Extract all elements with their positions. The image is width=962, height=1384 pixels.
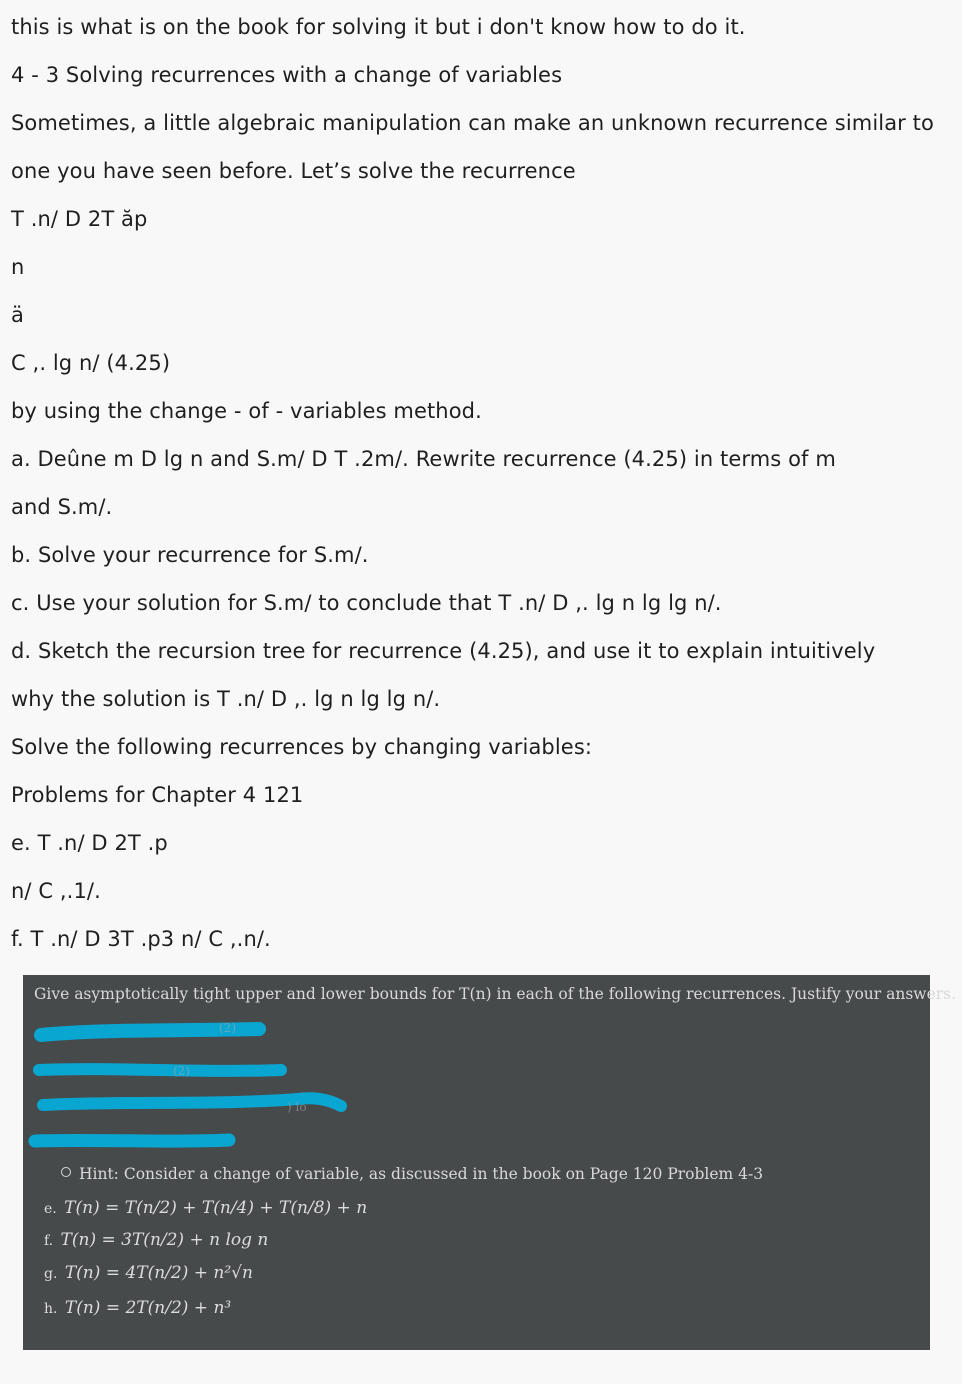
recurrence-label: g. <box>44 1266 58 1282</box>
text-line: Solve the following recurrences by changing variables: <box>11 735 593 759</box>
recurrence-expression: T(n) = 2T(n/2) + n³ <box>64 1298 232 1318</box>
text-line: Problems for Chapter 4 121 <box>11 783 304 807</box>
redaction-stroke <box>39 1069 281 1071</box>
recurrence-label: e. <box>44 1201 57 1217</box>
redaction-scribbles <box>23 975 930 1175</box>
text-line: b. Solve your recurrence for S.m/. <box>11 543 369 567</box>
text-line: ä <box>11 303 24 327</box>
text-line: T .n/ D 2T ăp <box>11 207 148 231</box>
bullet-icon <box>61 1167 71 1177</box>
text-line: this is what is on the book for solving it but i don't know how to do it. <box>11 15 746 39</box>
text-line: and S.m/. <box>11 495 113 519</box>
text-line: by using the change - of - variables method. <box>11 399 482 423</box>
text-line: n <box>11 255 25 279</box>
panel-intro: Give asymptotically tight upper and lower bounds for T(n) in each of the following recurrences. Justify your answers. <box>34 985 957 1003</box>
recurrence-expression: T(n) = 3T(n/2) + n log n <box>60 1230 269 1250</box>
text-line: f. T .n/ D 3T .p3 n/ C ,.n/. <box>11 927 271 951</box>
text-line: one you have seen before. Let’s solve the recurrence <box>11 159 576 183</box>
obscured-text-fragment: (2) <box>219 1021 236 1035</box>
text-line: c. Use your solution for S.m/ to conclude that T .n/ D ,. lg n lg lg n/. <box>11 591 722 615</box>
recurrence-expression: T(n) = 4T(n/2) + n²√n <box>64 1263 253 1283</box>
text-line: C ,. lg n/ (4.25) <box>11 351 171 375</box>
obscured-text-fragment: ) lo <box>287 1100 307 1114</box>
text-line: d. Sketch the recursion tree for recurrence (4.25), and use it to explain intuitively <box>11 639 876 663</box>
text-line: Sometimes, a little algebraic manipulation can make an unknown recurrence similar to <box>11 111 934 135</box>
problem-screenshot-panel <box>23 975 957 1350</box>
obscured-text-fragment: (2) <box>173 1064 190 1078</box>
recurrence-label: f. <box>44 1233 54 1249</box>
text-line: a. Deûne m D lg n and S.m/ D T .2m/. Rewrite recurrence (4.25) in terms of m <box>11 447 836 471</box>
hint-item <box>61 1165 763 1183</box>
text-line: 4 - 3 Solving recurrences with a change of variables <box>11 63 563 87</box>
recurrence-label: h. <box>44 1301 58 1317</box>
recurrence-item <box>44 1263 253 1283</box>
recurrence-item <box>44 1198 367 1218</box>
redaction-stroke <box>35 1140 229 1141</box>
text-line: why the solution is T .n/ D ,. lg n lg lg n/. <box>11 687 441 711</box>
recurrence-expression: T(n) = T(n/2) + T(n/4) + T(n/8) + n <box>64 1198 368 1218</box>
text-line: e. T .n/ D 2T .p <box>11 831 168 855</box>
hint-text: Hint: Consider a change of variable, as discussed in the book on Page 120 Problem 4-3 <box>79 1165 764 1183</box>
recurrence-item <box>44 1230 268 1250</box>
recurrence-item <box>44 1298 231 1318</box>
text-line: n/ C ,.1/. <box>11 879 101 903</box>
